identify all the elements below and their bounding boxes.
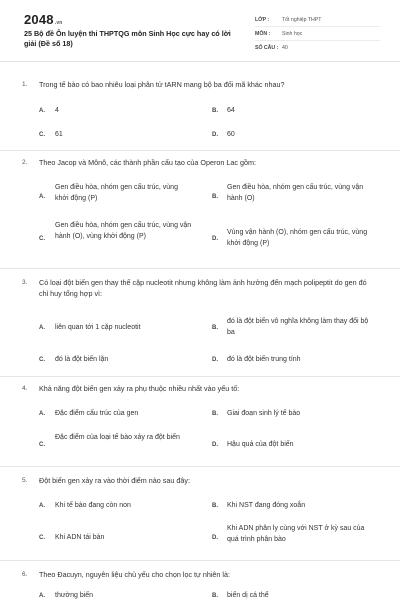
meta-value: Tốt nghiệp THPT <box>282 17 322 23</box>
option-letter: A. <box>39 503 45 509</box>
question-text: Khả năng đột biến gen xảy ra phụ thuộc nhiều nhất vào yếu tố: <box>39 384 240 393</box>
question-number: 6. <box>22 571 28 578</box>
option-text[interactable]: Gen điều hòa, nhóm gen cấu trúc, vùng vận hành (O) <box>227 184 364 202</box>
option-text[interactable]: Đặc điểm cấu trúc của gen <box>55 410 139 417</box>
option-text[interactable]: Gen điều hòa, nhóm gen cấu trúc, vùng vận hành (O), vùng khởi động (P) <box>55 222 192 240</box>
option-text[interactable]: Khi tế bào đang còn non <box>55 502 131 509</box>
question-text: Đột biến gen xảy ra vào thời điểm nào sau đây: <box>39 476 190 485</box>
option-letter: D. <box>212 132 218 138</box>
option-letter: D. <box>212 236 218 242</box>
logo-main: 2048 <box>24 12 54 27</box>
question-text: Theo Đacuyn, nguyên liệu chủ yếu cho chọn lọc tự nhiên là: <box>39 570 231 579</box>
option-letter: A. <box>39 108 45 114</box>
option-letter: B. <box>212 411 218 417</box>
option-text[interactable]: đó là đột biến trung tính <box>227 356 301 363</box>
question-number: 2. <box>22 159 28 166</box>
option-letter: A. <box>39 411 45 417</box>
option-text[interactable]: Khi ADN phân ly cùng với NST ở kỳ sau của quá trình phân bào <box>227 525 365 543</box>
option-text[interactable]: Vùng vận hành (O), nhóm gen cấu trúc, vùng khởi động (P) <box>227 229 368 247</box>
option-letter: C. <box>39 442 45 448</box>
option-text[interactable]: Gen điều hòa, nhóm gen cấu trúc, vùng khởi động (P) <box>55 184 178 202</box>
page-header <box>0 0 400 62</box>
option-text[interactable]: Đặc điểm của loại tế bào xảy ra đột biến <box>55 434 180 441</box>
question-number: 5. <box>22 477 28 484</box>
question-number: 4. <box>22 385 28 392</box>
option-text[interactable]: liên quan tới 1 cặp nucleotit <box>55 324 141 331</box>
option-letter: A. <box>39 325 45 331</box>
option-text[interactable]: đó là đột biến lặn <box>55 356 109 363</box>
option-text[interactable]: 64 <box>227 107 235 114</box>
document-title: 25 Bộ đề Ôn luyện thi THPTQG môn Sinh Học cực hay có lời giải (Đề số 18) <box>24 29 231 48</box>
question-divider <box>0 376 400 377</box>
question-divider <box>0 560 400 561</box>
option-letter: D. <box>212 535 218 541</box>
option-text[interactable]: 60 <box>227 131 235 138</box>
option-letter: B. <box>212 108 218 114</box>
option-text[interactable]: biến dị cá thể <box>227 592 269 599</box>
question-divider <box>0 150 400 151</box>
option-text[interactable]: 4 <box>55 107 59 114</box>
option-letter: D. <box>212 357 218 363</box>
option-text[interactable]: Giai đoạn sinh lý tế bào <box>227 410 301 417</box>
option-text[interactable]: 61 <box>55 131 63 138</box>
option-text[interactable]: đó là đột biến vô nghĩa không làm thay đổi bộ ba <box>227 318 369 336</box>
meta-value: Sinh học <box>282 31 303 37</box>
option-letter: C. <box>39 357 45 363</box>
meta-key: SỐ CÂU : <box>255 45 279 51</box>
meta-value: 40 <box>282 45 288 51</box>
option-letter: C. <box>39 132 45 138</box>
option-letter: A. <box>39 593 45 599</box>
option-text[interactable]: thường biến <box>55 592 94 599</box>
option-letter: B. <box>212 593 218 599</box>
question-text: Theo Jacop và Mônô, các thành phần cấu tạo của Operon Lac gồm: <box>39 158 256 167</box>
option-text[interactable]: Khi NST đang đóng xoắn <box>227 502 306 509</box>
meta-key: LỚP : <box>255 17 270 23</box>
option-letter: B. <box>212 194 218 200</box>
option-letter: C. <box>39 236 45 242</box>
option-letter: C. <box>39 535 45 541</box>
question-text: Trong tế bào có bao nhiêu loại phân tử tARN mang bộ ba đối mã khác nhau? <box>39 80 285 89</box>
question-divider <box>0 268 400 269</box>
meta-row-class <box>255 14 380 27</box>
question-number: 3. <box>22 279 28 286</box>
option-letter: B. <box>212 503 218 509</box>
meta-row-count <box>255 42 380 55</box>
question-divider <box>0 466 400 467</box>
option-letter: A. <box>39 194 45 200</box>
question-text: Có loại đột biến gen thay thế cặp nucleotit nhưng không làm ảnh hưởng đến mạch polipeptit do gen đó chỉ huy tổng hợp vì: <box>39 278 367 298</box>
option-text[interactable]: Khi ADN tái bản <box>55 534 105 541</box>
question-number: 1. <box>22 81 28 88</box>
option-text[interactable]: Hậu quả của đột biến <box>227 441 294 448</box>
logo-sub: .vn <box>54 20 63 26</box>
option-letter: D. <box>212 442 218 448</box>
meta-key: MÔN : <box>255 31 271 37</box>
option-letter: B. <box>212 325 218 331</box>
site-logo[interactable] <box>24 12 63 27</box>
meta-row-subject <box>255 28 380 41</box>
